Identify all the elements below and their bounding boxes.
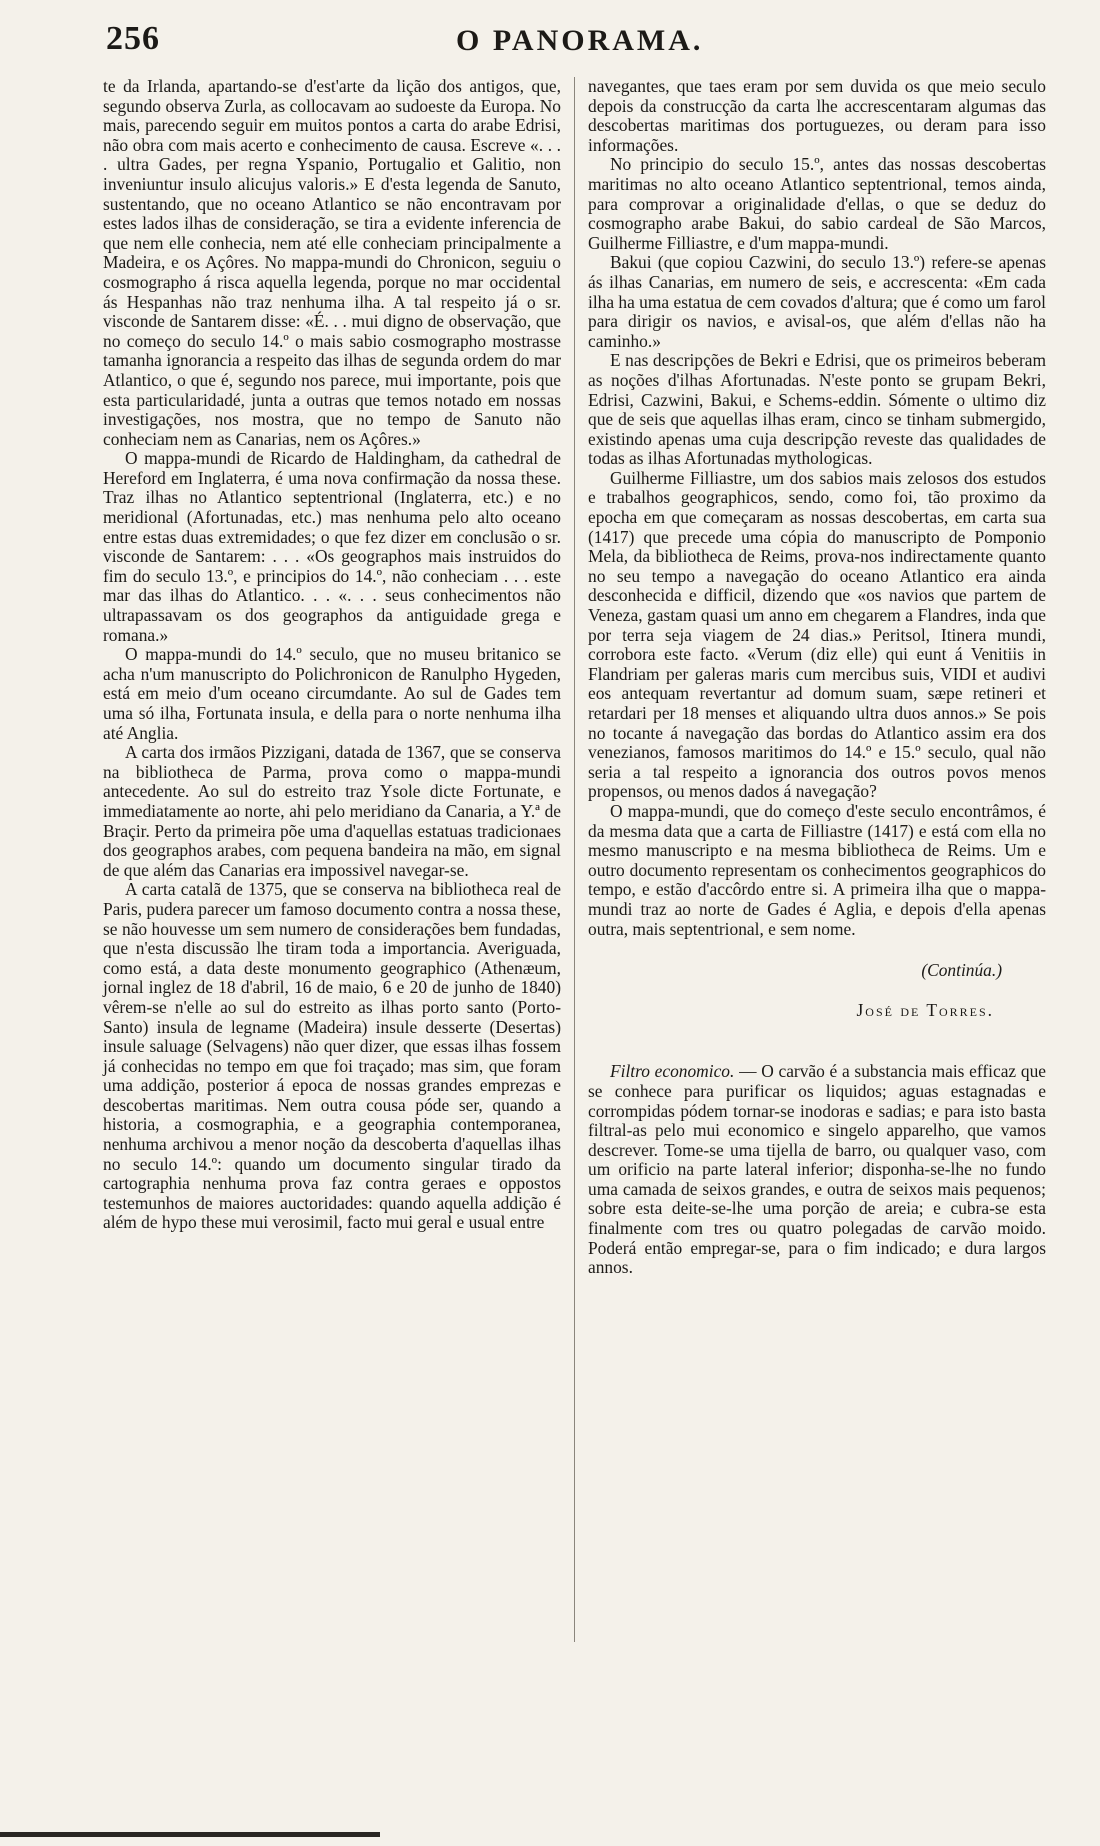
- paragraph: navegantes, que taes eram por sem duvida os que meio seculo depois da construcção da carta lhe accrescentaram algumas das descobertas maritimas dos portuguezes, ou deram para isso informações.: [588, 76, 1046, 155]
- page-number: 256: [106, 20, 160, 57]
- paragraph: No principio do seculo 15.º, antes das nossas descobertas maritimas no alto oceano Atlantico septentrional, temos ainda, para comprovar a originalidade d'ellas, o que se deduz do cosmographo arabe Bakui, do sabio cardeal de São Marcos, Guilherme Filliastre, e d'um mappa-mundi.: [588, 154, 1046, 253]
- article-text: — O carvão é a substancia mais efficaz que se conhece para purificar os liquidos; aguas estagnadas e corrompidas pódem tornar-se inodoras e sadias; e para isto basta filtral-as pelo mui economico e singelo apparelho, que vamos descrever. Tome-se uma tijella de barro, ou qualquer vaso, com um orificio na parte lateral inferior; disponha-se-lhe no fundo uma camada de seixos grandes, e outra de seixos mais pequenos; sobre esta deite-se-lhe uma porção de areia; e cubra-se esta finalmente com tres ou quatro polegadas de carvão moido. Poderá então empregar-se, para o fim indicado; e dura largos annos.: [588, 1061, 1046, 1278]
- paragraph: E nas descripções de Bekri e Edrisi, que os primeiros beberam as noções d'ilhas Afortunadas. N'este ponto se grupam Bekri, Edrisi, Cazwini, Bakui, e Schems-eddin. Sómente o ultimo diz que de seis que aquellas ilhas eram, cinco se tinham submergido, existindo apenas uma cuja descripção reveste das qualidades de todas as ilhas Afortunadas mythologicas.: [588, 350, 1046, 469]
- continua-note: (Continúa.): [921, 960, 1002, 981]
- paragraph: Guilherme Filliastre, um dos sabios mais zelosos dos estudos e trabalhos geographicos, sendo, como foi, tão proximo da epocha em que começaram as nossas descobertas, em carta sua (1417) que precede uma cópia do manuscripto de Pomponio Mela, da bibliotheca de Reims, prova-nos indirectamente quanto no seu tempo a navegação do oceano Atlantico era ainda desconhecida e difficil, dizendo que «os navios que partem de Veneza, gastam quasi um anno em chegarem a Flandres, inda que por terra seja viagem de 24 dias.» Peritsol, Itinera mundi, corrobora este facto. «Verum (diz elle) qui eunt á Venitiis in Flandriam per galeras maris cum mercibus suis, VIDI et audivi eos antequam revertantur ad domum suam, sæpe retineri et retardari per 18 menses et aliquando ultra duos annos.» Se pois no tocante á navegação das bordas do Atlantico assim era dos venezianos, famosos maritimos do 14.º e 15.º seculo, qual não seria a tal respeito a ignorancia dos outros povos menos propensos, ou menos dados á navegação?: [588, 467, 1046, 802]
- paragraph: A carta catalã de 1375, que se conserva na bibliotheca real de Paris, pudera parecer um famoso documento contra a nossa these, se não houvesse um sem numero de considerações bem fundadas, que n'esta discussão lhe tiram toda a importancia. Averiguada, como está, a data deste monumento geographico (Athenæum, jornal inglez de 18 d'abril, 16 de maio, 6 e 20 de junho de 1840) vêrem-se n'elle ao sul do estreito as ilhas porto santo (Porto-Santo) insula de legname (Madeira) insule desserte (Desertas) insule saluage (Selvagens) não quer dizer, que essas ilhas fossem já conhecidas no tempo em que foi traçado; mas sim, que foram uma addição, posterior á epoca de nossas grandes emprezas e descobertas maritimas. Nem outra cousa póde ser, quando a historia, a cosmographia, e a geographia contemporanea, nenhuma archivou a menor noção da descoberta d'aquellas ilhas no seculo 14.º: quando um documento singular tirado da cartographia nenhuma prova faz contra geraes e oppostos testemunhos de maiores auctoridades: quando aquella addição é além de hypo these mui verosimil, facto mui geral e usual entre: [103, 879, 561, 1233]
- paragraph: te da Irlanda, apartando-se d'est'arte da lição dos antigos, que, segundo observa Zurla, as collocavam ao sudoeste da Europa. No mais, parecendo seguir em muitos pontos a carta do arabe Edrisi, não obra com mais acerto e conhecimento de causa. Escreve «. . . . ultra Gades, per regna Yspanio, Portugalio et Galitio, non inveniuntur insulo alicujus valoris.» E d'esta legenda de Sanuto, sustentando, que no oceano Atlantico se não encontravam por estes lados ilhas de consideração, se tira a evidente inferencia de que nem elle conhecia, nem até elle conheciam principalmente a Madeira, e os Açôres. No mappa-mundi do Chronicon, seguiu o cosmographo á risca aquella legenda, porque no mar occidental ás Hespanhas não traz nenhuma ilha. A tal respeito já o sr. visconde de Santarem disse: «É. . . mui digno de observação, que no começo do seculo 14.º o mais sabio cosmographo mostrasse tamanha ignorancia a respeito das ilhas de segunda ordem do mar Atlantico, o que é, segundo nos parece, mui importante, pois que esta particularidadé, junta a outras que temos notado em nossas investigações, nos mostra, que no tempo de Sanuto não conheciam nem as Canarias, nem os Açôres.»: [103, 76, 561, 449]
- page-header: [58, 20, 1058, 70]
- article-filtro: [588, 1062, 1046, 1278]
- section-separator: [588, 1020, 1046, 1062]
- article-title: Filtro economico.: [610, 1061, 735, 1082]
- bottom-rule: [0, 1832, 380, 1837]
- left-column: [103, 77, 561, 1233]
- paragraph: O mappa-mundi, que do começo d'este seculo encontrâmos, é da mesma data que a carta de Filliastre (1417) e está com ella no mesmo manuscripto e na mesma bibliotheca de Reims. Um e outro documento representam os conhecimentos geographicos do tempo, e estão d'accôrdo entre si. A primeira ilha que o mappa-mundi traz ao norte de Gades é Aglia, e depois d'ella apenas outra, mais septentrional, e sem nome.: [588, 800, 1046, 939]
- paragraph: O mappa-mundi do 14.º seculo, que no museu britanico se acha n'um manuscripto do Polichronicon de Ranulpho Hygeden, está em meio d'um oceano circumdante. Ao sul de Gades tem uma só ilha, Fortunata insula, e della para o norte nenhuma ilha até Anglia.: [103, 644, 561, 743]
- journal-title: O PANORAMA.: [456, 24, 704, 57]
- paragraph: A carta dos irmãos Pizzigani, datada de 1367, que se conserva na bibliotheca de Parma, prova como o mappa-mundi antecedente. Ao sul do estreito traz Ysole dicte Fortunate, e immediatamente ao norte, ahi pelo meridiano da Canaria, a Y.ª de Braçir. Perto da primeira põe uma d'aquellas estatuas tradicionaes dos geographos arabes, com pequena bandeira na mão, em signal de que além das Canarias era impossivel navegar-se.: [103, 742, 561, 880]
- column-divider: [574, 77, 575, 1642]
- right-column: [588, 77, 1046, 1278]
- paragraph: Bakui (que copiou Cazwini, do seculo 13.º) refere-se apenas ás ilhas Canarias, em numero de seis, e accrescenta: «Em cada ilha ha uma estatua de cem covados d'altura; que é como um farol para dirigir os navios, e avisal-os, que além d'ellas não ha caminho.»: [588, 252, 1047, 351]
- author-signature: José de Torres.: [856, 999, 994, 1020]
- paragraph: O mappa-mundi de Ricardo de Haldingham, da cathedral de Hereford em Inglaterra, é uma nova confirmação da nossa these. Traz ilhas no Atlantico septentrional (Inglaterra, etc.) e no meridional (Afortunadas, etc.) mas nenhuma pelo alto oceano entre estas duas extremidades; o que fez dizer em conclusão o sr. visconde de Santarem: . . . «Os geographos mais instruidos do fim do seculo 13.º, e principios do 14.º, não conheciam . . . este mar das ilhas do Atlantico. . . «. . . seus conhecimentos não ultrapassavam os dos geographos da antiguidade grega e romana.»: [103, 448, 561, 645]
